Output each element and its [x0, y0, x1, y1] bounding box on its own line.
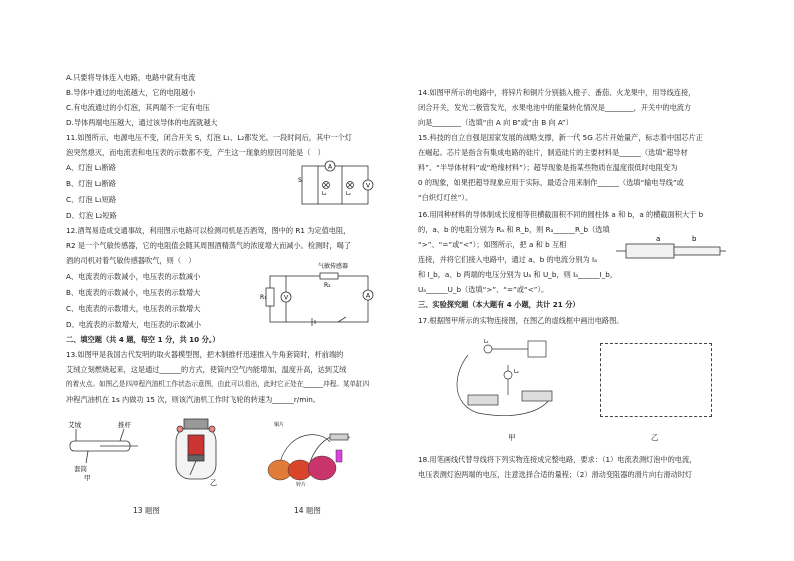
q14-stem-2: 闭合开关，发光二极管发光，水果电池中的能量转化情况是________，开关中的电流方 [418, 103, 692, 112]
q15-stem-5: “白炽灯灯丝”）。 [418, 193, 473, 202]
q14-stem-1: 14.如图甲所示的电路中，将锌片和铜片分别插入橙子、番茄、火龙果中，用导线连接， [418, 88, 696, 97]
fig12-voltmeter-label: V [283, 294, 289, 302]
fig13-taotong-label: 套筒 [74, 465, 87, 473]
q12-option-c: C、电流表的示数增大，电压表的示数增大 [66, 304, 201, 313]
q12-option-a: A、电流表的示数减小，电压表的示数减小 [66, 272, 201, 281]
q16-stem-6: Uₐ______U_b（选填“>”、“=”或“<”）。 [418, 285, 549, 294]
fig16-b-label: b [692, 235, 697, 243]
fig12-ammeter-label: A [365, 292, 371, 300]
q10-option-b: B.导体中通过的电流越大，它的电阻越小 [66, 88, 196, 97]
q15-stem-3: 料”、“半导体材料”或“绝缘材料”）；超导现象是指某些物质在温度很低时电阻变为 [418, 163, 678, 172]
fig13-tuigan-label: 推杆 [118, 421, 131, 429]
fig12-r1-label: R₁ [260, 294, 267, 301]
figure-13-caption: 13 题图 [133, 506, 160, 515]
fig17-l2-label: L₂ [514, 369, 519, 375]
q10-option-a: A.只要将导体连入电路，电路中就有电流 [66, 73, 196, 82]
q10-option-c: C.有电流通过的小灯泡，其两端不一定有电压 [66, 103, 210, 112]
q11-option-b: B、灯泡 L₂断路 [66, 179, 117, 188]
q11-option-c: C、灯泡 L₁短路 [66, 195, 117, 204]
figure-17-jia-label: 甲 [508, 433, 516, 442]
fig14-tongpian-label: 铜片 [274, 422, 285, 428]
q15-stem-1: 15.科技的自立自强是国家发展的战略支撑，新一代 5G 芯片开始量产，标志着中国芯片正 [418, 133, 703, 142]
q16-stem-4: 连接，并将它们接入电路中，通过 a、b 的电流分别为 Iₐ [418, 255, 597, 264]
q13-stem-3: 的着火点。如图乙是四冲程汽油机工作状态示意图，由此可以看出，此时它正处在______冲程。某单缸四 [66, 380, 370, 388]
fig16-a-label: a [656, 235, 661, 243]
figure-13-drawing [60, 415, 260, 495]
q11-stem-2: 泡突然熄灭，而电流表和电压表的示数都不变，产生这一现象的原因可能是（ ） [66, 148, 325, 157]
figure-12-circuit [260, 262, 380, 327]
q16-stem-5: 和 I_b，a、b 两端的电压分别为 Uₐ 和 U_b，则 Iₐ______I_b， [418, 270, 618, 279]
q13-stem-2: 艾绒立刻燃烧起来，这是通过______的方式，使筒内空气内能增加，温度升高，达到艾绒 [66, 365, 347, 374]
q16-stem-2: 的，a、b 的电阻分别为 Rₐ 和 R_b，则 Rₐ______R_b（选填 [418, 225, 610, 234]
fig11-voltmeter-label: V [365, 182, 371, 190]
q10-option-d: D.导体两端电压越大，通过该导体的电流就越大 [66, 118, 218, 127]
q15-stem-4: 0 的现象，如果把超导现象应用于实际，最适合用来制作______（选填“输电导线”或 [418, 178, 684, 187]
q12-stem-1: 12.酒驾易造成交通事故，利用图示电路可以检测司机是否酒驾，图中的 R1 为定值电阻， [66, 226, 351, 235]
q11-option-d: D、灯泡 L₂短路 [66, 211, 117, 220]
q12-stem-3: 酒的司机对着气敏传感器吹气，则（ ） [66, 256, 196, 265]
q12-option-d: D、电流表的示数增大，电压表的示数减小 [66, 320, 201, 329]
fig14-xinpian-label: 锌片 [296, 482, 307, 488]
q14-stem-3: 向是________（选填“由 A 向 B”或“由 B 向 A”） [418, 118, 573, 127]
q12-stem-2: R2 是一个气敏传感器，它的电阻值会随其周围酒精蒸气的浓度增大而减小。检测时，喝了 [66, 241, 351, 250]
fig11-l2-label: L₂ [346, 191, 351, 197]
fig13-yi-label: 乙 [210, 479, 217, 487]
q12-option-b: B、电流表的示数减小，电压表的示数增大 [66, 288, 201, 297]
fig13-jia-label: 甲 [84, 474, 91, 482]
q13-stem-4: 冲程汽油机在 1s 内做功 15 次，则该汽油机工作时飞轮的转速为______r/min。 [66, 395, 320, 404]
fig12-sensor-label: 气敏传感器 [318, 263, 349, 270]
q17-stem: 17.根据图甲所示的实物连接图，在图乙的虚线框中画出电路图。 [418, 316, 624, 325]
q16-stem-1: 16.用同种材料的导体制成长度相等但横截面积不同的圆柱体 a 和 b，a 的横截面积大于 b [418, 210, 704, 219]
figure-14-drawing [260, 420, 370, 490]
q13-stem-1: 13.如图甲是我国古代发明的取火器模型图，把木制推杆迅速推入牛角套筒时，杆前端的 [66, 350, 344, 359]
q15-stem-2: 在崛起。芯片是指含有集成电路的硅片，制造硅片的主要材料是______（选填“超导材 [418, 148, 688, 157]
fig17-l1-label: L₁ [484, 339, 489, 345]
q11-option-a: A、灯泡 L₁断路 [66, 163, 117, 172]
fig12-r2-label: R₂ [324, 282, 331, 289]
figure-17-real-circuit [448, 335, 568, 425]
fig11-switch-label: S [298, 177, 302, 184]
fig11-l1-label: L₁ [322, 191, 327, 197]
q18-stem-2: 电压表测灯泡两端的电压，注意选择合适的量程；（2）滑动变阻器的滑片向右滑动时灯 [418, 470, 693, 479]
figure-17-yi-label: 乙 [651, 433, 659, 442]
section-2-title: 二、填空题（共 4 题，每空 1 分，共 10 分。） [66, 335, 220, 344]
q16-stem-3: “>”、“=”或“<”）；如图所示，把 a 和 b 互相 [418, 240, 567, 249]
figure-11-circuit [296, 160, 376, 210]
figure-14-caption: 14 题图 [294, 506, 321, 515]
figure-16-cylinders [616, 232, 726, 262]
fig13-airong-label: 艾绒 [68, 421, 81, 429]
q18-stem-1: 18.用笔画线代替导线将下列实物连接成完整电路，要求：（1）电流表测灯泡中的电流， [418, 455, 697, 464]
figure-17-dashed-box [600, 343, 712, 417]
fig11-ammeter-label: A [327, 163, 333, 171]
section-3-title: 三、实验探究题（本大题有 4 小题，共计 21 分） [418, 300, 580, 309]
q11-stem-1: 11.如图所示，电源电压不变，闭合开关 S，灯泡 L₁、L₂都发光。一段时间后，其中一个灯 [66, 133, 352, 142]
